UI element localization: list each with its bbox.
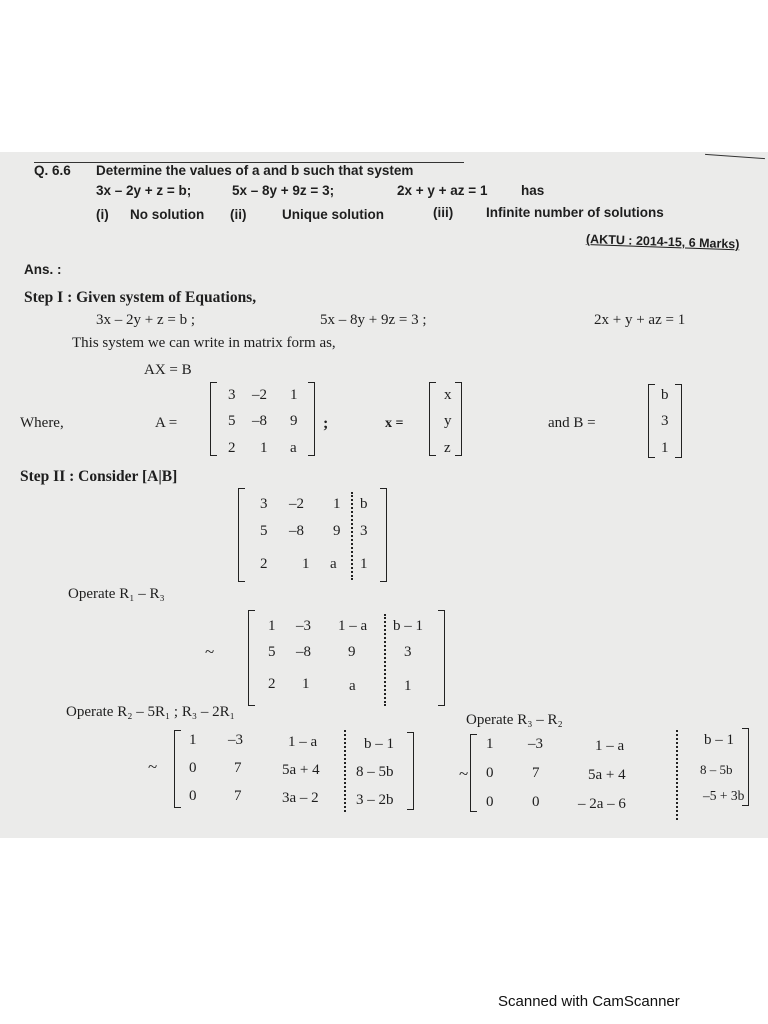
matrix-x-cell: y xyxy=(444,413,452,429)
matrix-a-cell: –8 xyxy=(252,413,267,429)
left-bracket xyxy=(238,488,245,582)
left-bracket xyxy=(470,734,477,812)
matrix-ab-cell: 9 xyxy=(333,523,341,539)
option-3-text: Infinite number of solutions xyxy=(486,205,664,220)
left-bracket xyxy=(648,384,655,458)
matrix-m1-cell: 1 xyxy=(268,618,276,634)
right-bracket xyxy=(675,384,682,458)
option-1-number: (i) xyxy=(96,207,109,222)
matrix-m3-cell: –3 xyxy=(528,736,543,752)
question-source: (AKTU : 2014-15, 6 Marks) xyxy=(585,232,740,252)
matrix-x-cell: x xyxy=(444,387,452,403)
matrix-m1-cell: 2 xyxy=(268,676,276,692)
scanner-watermark: Scanned with CamScanner xyxy=(498,993,680,1010)
matrix-x-cell: z xyxy=(444,440,451,456)
matrix-m2-cell: 8 – 5b xyxy=(356,764,394,780)
option-3-number: (iii) xyxy=(433,205,454,220)
operation-label: Operate R₁ – R₃ xyxy=(68,586,165,602)
matrix-ab-cell: b xyxy=(360,496,368,512)
matrix-m2-cell: b – 1 xyxy=(364,736,394,752)
matrix-m1-cell: 1 – a xyxy=(338,618,368,634)
matrix-m3-cell: b – 1 xyxy=(704,732,734,748)
matrix-ab-cell: 1 xyxy=(360,556,368,572)
matrix-m3-cell: 1 – a xyxy=(595,738,625,754)
matrix-a-cell: –2 xyxy=(252,387,267,403)
matrix-m2-cell: 3a – 2 xyxy=(282,790,319,806)
question-eq3: 2x + y + az = 1 xyxy=(397,183,488,198)
given-eq2: 5x – 8y + 9z = 3 ; xyxy=(320,312,427,328)
matrix-m2-cell: 0 xyxy=(189,788,197,804)
matrix-ab-cell: 1 xyxy=(302,556,310,572)
matrix-a-cell: 2 xyxy=(228,440,236,456)
equivalent-symbol: ~ xyxy=(148,757,158,776)
matrix-b-cell: 3 xyxy=(661,413,669,429)
option-1-text: No solution xyxy=(130,207,205,222)
given-eq1: 3x – 2y + z = b ; xyxy=(96,312,195,328)
question-number: Q. 6.6 xyxy=(34,163,71,178)
right-bracket xyxy=(455,382,462,456)
answer-label: Ans. : xyxy=(24,262,62,277)
x-equals-label: x = xyxy=(385,416,404,431)
matrix-m2-cell: 1 xyxy=(189,732,197,748)
matrix-m1-cell: 1 xyxy=(404,678,412,694)
matrix-m3-cell: 1 xyxy=(486,736,494,752)
matrix-form-text: This system we can write in matrix form as, xyxy=(72,335,336,351)
matrix-m1-cell: –3 xyxy=(296,618,311,634)
left-bracket xyxy=(429,382,436,456)
question-eq2: 5x – 8y + 9z = 3; xyxy=(232,183,335,198)
right-bracket xyxy=(742,728,749,806)
matrix-m3-cell: 5a + 4 xyxy=(588,767,626,783)
augment-divider xyxy=(676,730,678,820)
matrix-m1-cell: b – 1 xyxy=(393,618,423,634)
matrix-m2-cell: 1 – a xyxy=(288,734,318,750)
matrix-m3-cell: 0 xyxy=(486,765,494,781)
option-2-text: Unique solution xyxy=(282,207,384,222)
question-eq1: 3x – 2y + z = b; xyxy=(96,183,192,198)
matrix-ab-cell: a xyxy=(330,556,337,572)
matrix-ab-cell: 5 xyxy=(260,523,268,539)
left-bracket xyxy=(248,610,255,706)
matrix-m3-cell: 8 – 5b xyxy=(700,762,733,777)
matrix-a-cell: a xyxy=(290,440,297,456)
left-bracket xyxy=(174,730,181,808)
augment-divider xyxy=(344,730,346,812)
matrix-a-cell: 5 xyxy=(228,413,236,429)
matrix-ab-cell: –2 xyxy=(289,496,304,512)
and-b-equals-label: and B = xyxy=(548,415,596,431)
question-prompt: Determine the values of a and b such that system xyxy=(96,163,414,178)
right-bracket xyxy=(308,382,315,456)
matrix-m2-cell: 3 – 2b xyxy=(356,792,394,808)
right-bracket xyxy=(438,610,445,706)
matrix-m3-cell: 0 xyxy=(486,794,494,810)
matrix-m2-cell: 7 xyxy=(234,788,242,804)
matrix-m2-cell: 0 xyxy=(189,760,197,776)
matrix-b-cell: b xyxy=(661,387,669,403)
semicolon: ; xyxy=(323,415,329,432)
augment-divider xyxy=(351,492,353,580)
matrix-a-cell: 9 xyxy=(290,413,298,429)
operation-label: Operate R₂ – 5R₁ ; R₃ – 2R₁ xyxy=(66,704,235,720)
matrix-m1-cell: 9 xyxy=(348,644,356,660)
matrix-m3-cell: 7 xyxy=(532,765,540,781)
matrix-m1-cell: 5 xyxy=(268,644,276,660)
right-bracket xyxy=(407,732,414,810)
step1-title: Step I : Given system of Equations, xyxy=(24,289,257,306)
step2-title: Step II : Consider [A|B] xyxy=(20,468,178,485)
matrix-m1-cell: a xyxy=(349,678,356,694)
matrix-ab-cell: –8 xyxy=(289,523,304,539)
option-2-number: (ii) xyxy=(230,207,247,222)
question-has: has xyxy=(521,183,545,198)
matrix-ab-cell: 1 xyxy=(333,496,341,512)
a-equals-label: A = xyxy=(155,415,178,431)
operation-label: Operate R₃ – R₂ xyxy=(466,712,563,728)
matrix-b-cell: 1 xyxy=(661,440,669,456)
augment-divider xyxy=(384,614,386,706)
right-bracket xyxy=(380,488,387,582)
where-label: Where, xyxy=(20,415,64,431)
rule-line xyxy=(705,154,765,159)
scanned-page xyxy=(0,152,768,838)
matrix-m3-cell: –5 + 3b xyxy=(703,788,745,803)
matrix-m1-cell: –8 xyxy=(296,644,311,660)
matrix-m3-cell: 0 xyxy=(532,794,540,810)
matrix-m3-cell: – 2a – 6 xyxy=(578,796,626,812)
matrix-m2-cell: 7 xyxy=(234,760,242,776)
equivalent-symbol: ~ xyxy=(459,764,469,783)
matrix-ab-cell: 2 xyxy=(260,556,268,572)
matrix-m2-cell: –3 xyxy=(228,732,243,748)
matrix-m1-cell: 3 xyxy=(404,644,412,660)
matrix-ab-cell: 3 xyxy=(360,523,368,539)
matrix-m2-cell: 5a + 4 xyxy=(282,762,320,778)
left-bracket xyxy=(210,382,217,456)
matrix-m1-cell: 1 xyxy=(302,676,310,692)
ax-equals-b: AX = B xyxy=(144,362,192,378)
matrix-a-cell: 3 xyxy=(228,387,236,403)
given-eq3: 2x + y + az = 1 xyxy=(594,312,686,328)
equivalent-symbol: ~ xyxy=(205,642,215,661)
matrix-ab-cell: 3 xyxy=(260,496,268,512)
matrix-a-cell: 1 xyxy=(290,387,298,403)
matrix-a-cell: 1 xyxy=(260,440,268,456)
